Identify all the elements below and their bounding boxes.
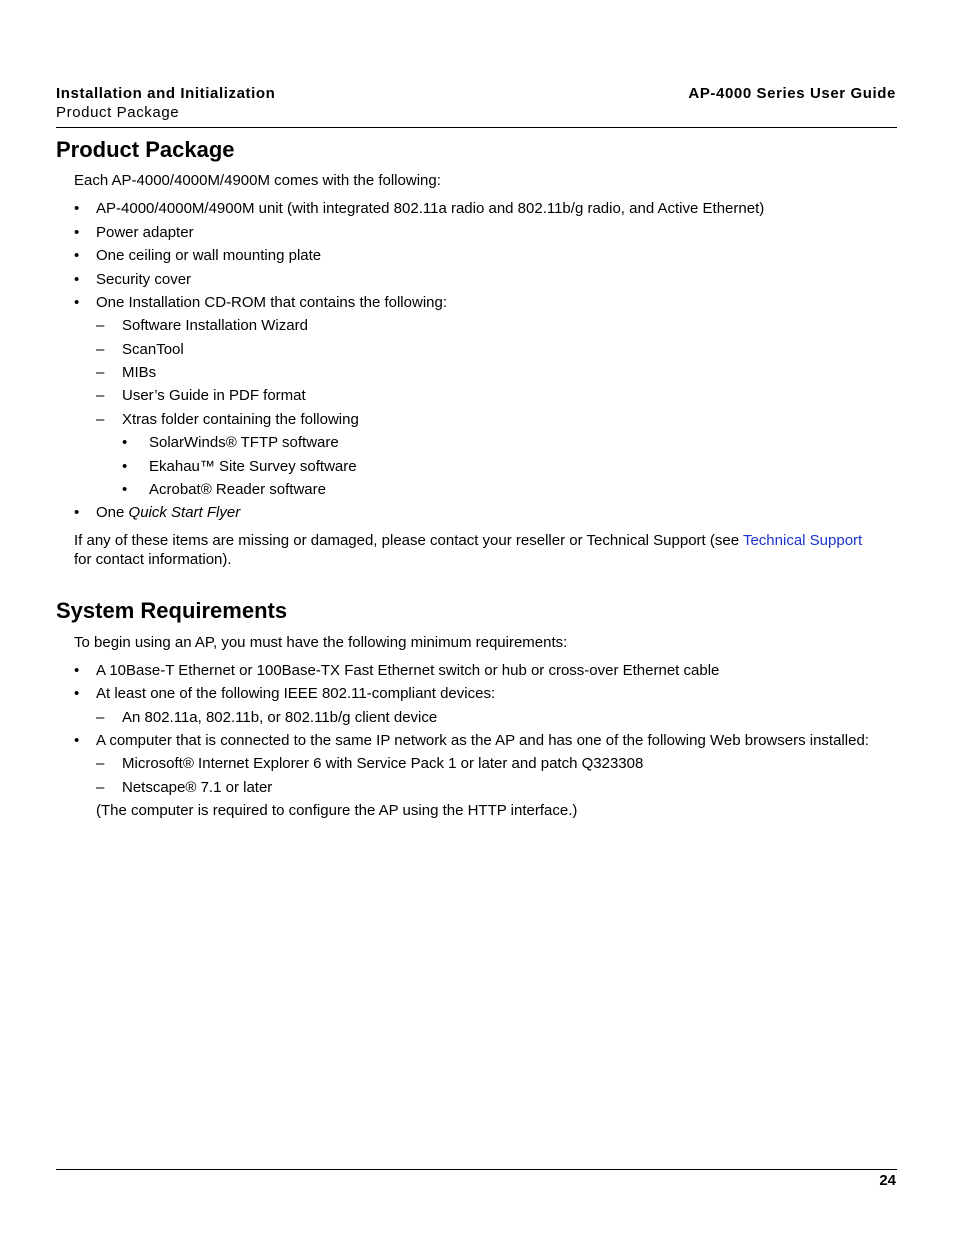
dash-marker: – bbox=[96, 779, 105, 796]
list-item: Security cover bbox=[96, 271, 192, 288]
sub-list-item: Netscape® 7.1 or later bbox=[122, 779, 273, 796]
missing-note-text-end: for contact information). bbox=[74, 551, 232, 568]
header-rule bbox=[56, 127, 897, 128]
list-item: Power adapter bbox=[96, 224, 194, 241]
header-section-title: Installation and Initialization bbox=[56, 85, 276, 102]
list-item-prefix: One bbox=[96, 504, 129, 521]
bullet-marker: • bbox=[74, 732, 80, 749]
sub-list-item: MIBs bbox=[122, 364, 157, 381]
technical-support-link[interactable]: Technical Support bbox=[742, 532, 863, 549]
sub-list-item: User’s Guide in PDF format bbox=[122, 387, 306, 404]
dash-marker: – bbox=[96, 387, 105, 404]
quick-start-flyer-title: Quick Start Flyer bbox=[128, 504, 241, 521]
missing-items-note bbox=[74, 531, 904, 569]
system-requirements-heading: System Requirements bbox=[56, 598, 288, 623]
header-subsection: Product Package bbox=[56, 104, 180, 121]
bullet-marker: • bbox=[74, 504, 80, 521]
missing-note-text: If any of these items are missing or damaged, please contact your reseller or Technical Support (see bbox=[74, 532, 743, 549]
bullet-marker: • bbox=[74, 200, 80, 217]
sub-list-item: ScanTool bbox=[122, 341, 184, 358]
list-item: A computer that is connected to the same IP network as the AP and has one of the following Web browsers installed: bbox=[96, 732, 869, 749]
list-item: At least one of the following IEEE 802.11-compliant devices: bbox=[96, 685, 496, 702]
list-item bbox=[96, 503, 240, 522]
bullet-marker: • bbox=[122, 458, 128, 475]
product-package-intro: Each AP-4000/4000M/4900M comes with the following: bbox=[74, 172, 441, 189]
dash-marker: – bbox=[96, 317, 105, 334]
bullet-marker: • bbox=[74, 247, 80, 264]
bullet-marker: • bbox=[122, 481, 128, 498]
sub-sub-list-item: SolarWinds® TFTP software bbox=[149, 434, 339, 451]
dash-marker: – bbox=[96, 341, 105, 358]
bullet-marker: • bbox=[74, 271, 80, 288]
sub-sub-list-item: Acrobat® Reader software bbox=[149, 481, 326, 498]
page-number: 24 bbox=[879, 1172, 896, 1189]
footer-rule bbox=[56, 1169, 897, 1170]
bullet-marker: • bbox=[74, 294, 80, 311]
sub-list-item: An 802.11a, 802.11b, or 802.11b/g client device bbox=[122, 709, 438, 726]
list-item: AP-4000/4000M/4900M unit (with integrated 802.11a radio and 802.11b/g radio, and Active Ethernet) bbox=[96, 200, 765, 217]
http-interface-note: (The computer is required to configure the AP using the HTTP interface.) bbox=[96, 802, 578, 819]
dash-marker: – bbox=[96, 364, 105, 381]
bullet-marker: • bbox=[122, 434, 128, 451]
dash-marker: – bbox=[96, 709, 105, 726]
dash-marker: – bbox=[96, 755, 105, 772]
list-item: A 10Base-T Ethernet or 100Base-TX Fast Ethernet switch or hub or cross-over Ethernet cable bbox=[96, 662, 720, 679]
sub-list-item: Xtras folder containing the following bbox=[122, 411, 359, 428]
list-item: One ceiling or wall mounting plate bbox=[96, 247, 322, 264]
dash-marker: – bbox=[96, 411, 105, 428]
sub-list-item: Software Installation Wizard bbox=[122, 317, 308, 334]
bullet-marker: • bbox=[74, 685, 80, 702]
sub-sub-list-item: Ekahau™ Site Survey software bbox=[149, 458, 357, 475]
list-item: One Installation CD-ROM that contains the following: bbox=[96, 294, 447, 311]
header-guide-title: AP-4000 Series User Guide bbox=[688, 85, 896, 102]
bullet-marker: • bbox=[74, 662, 80, 679]
system-requirements-intro: To begin using an AP, you must have the following minimum requirements: bbox=[74, 634, 568, 651]
sub-list-item: Microsoft® Internet Explorer 6 with Service Pack 1 or later and patch Q323308 bbox=[122, 755, 644, 772]
bullet-marker: • bbox=[74, 224, 80, 241]
product-package-heading: Product Package bbox=[56, 137, 235, 162]
